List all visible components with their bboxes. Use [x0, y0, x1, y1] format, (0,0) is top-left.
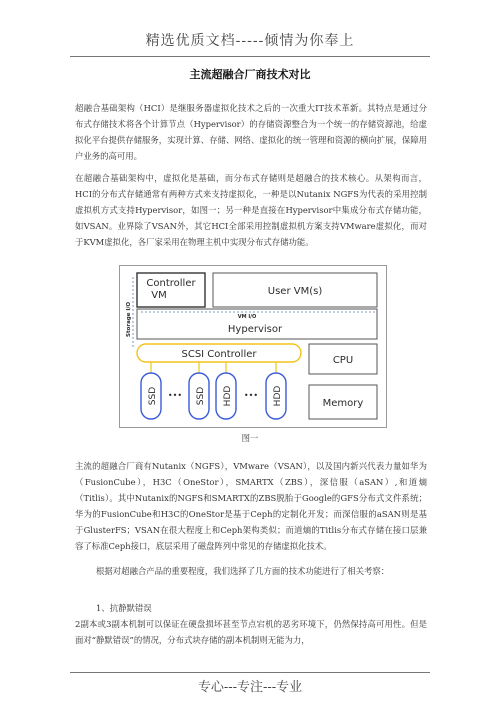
- disk-ssd-2: [189, 373, 209, 419]
- vm-io-label: VM I/O: [237, 314, 257, 320]
- page-footer: 专心---专注---专业: [197, 680, 303, 695]
- scsi-controller-label: SCSI Controller: [181, 349, 257, 360]
- paragraph-architecture: 在超融合基础架构中，虚拟化是基础，而分布式存储则是超融合的技术核心。从架构而言，HCI的分布式存储通常有两种方式来支持虚拟化，一种是以Nutanix NGFS为代表的采用控制虚拟机方式支持Hypervisor，如图一；另一种是直接在Hypervisor中集成分布式存储功能，如VSAN。业界除了VSAN外，其它HCI全部采用控制虚拟机方案支持VMware虚拟化，而对于KVM虚拟化，各厂家采用在物理主机中实现分布式存储功能。: [75, 173, 427, 247]
- disk-ssd-1: [141, 373, 161, 419]
- page-header: 精选优质文档-----倾情为你奉上: [145, 33, 355, 49]
- disk-hdd-1: [216, 373, 236, 419]
- paragraph-criteria: 根据对超融合产品的重要程度，我们选择了几方面的技术功能进行了相关考察：: [96, 566, 390, 576]
- user-vms-label: User VM(s): [267, 286, 323, 297]
- figure-caption: 图一: [241, 433, 259, 443]
- disk-ssd-2-label: SSD: [196, 386, 206, 406]
- disk-ssd-1-label: SSD: [148, 386, 158, 406]
- memory-label: Memory: [322, 398, 364, 409]
- disk-hdd-1-label: HDD: [223, 385, 233, 407]
- storage-io-label: Storage I/O: [126, 301, 132, 337]
- hci-diagram: [119, 265, 387, 428]
- cpu-label: CPU: [332, 355, 354, 366]
- paragraph-silent-error: 2副本或3副本机制可以保证在硬盘损坏甚至节点宕机的恶劣环境下，仍然保持高可用性。但是面对“静默错误”的情况，分布式块存储的副本机制则无能为力，: [75, 619, 427, 645]
- hypervisor-label: Hypervisor: [227, 324, 283, 335]
- controller-vm-line1: Controller: [146, 278, 196, 289]
- header-divider: [70, 56, 430, 57]
- disk-ellipsis-1: •••: [167, 391, 183, 400]
- document-title: 主流超融合厂商技术对比: [189, 68, 311, 81]
- disk-ellipsis-2: •••: [243, 391, 259, 400]
- section-heading-silent-error: 1、抗静默错误: [96, 603, 152, 613]
- hci-architecture-figure: [119, 265, 387, 428]
- controller-vm-line2: VM: [151, 290, 167, 301]
- controller-vm-label: [146, 278, 196, 289]
- paragraph-intro: 超融合基础架构（HCI）是继服务器虚拟化技术之后的一次重大IT技术革新。其特点是通过分布式存储技术将各个计算节点（Hypervisor）的存储资源整合为一个统一的存储资源池，给虚拟化平台提供存储服务，实现计算、存储、网络、虚拟化的统一管理和资源的横向扩展，保障用户业务的高可用。: [75, 103, 427, 161]
- disk-hdd-2-label: HDD: [273, 385, 283, 407]
- paragraph-vendors: 主流的超融合厂商有Nutanix（NGFS），VMware（VSAN），以及国内新兴代表力量如华为（FusionCube），H3C（OneStor），SMARTX（ZBS），深信服（aSAN）,和道熵（Titlis）。其中Nutanix的NGFS和SMARTX的ZBS脱胎于Google的GFS分布式文件系统；华为的FusionCube和H3C的OneStor是基于Ceph的定制化开发；而深信服的aSAN则是基于GlusterFS；VSAN在很大程度上和Ceph架构类似；而道熵的Titlis分布式存储在接口层兼容了标准Ceph接口，底层采用了磁盘阵列中常见的存储虚拟化技术。: [75, 461, 427, 551]
- disk-hdd-2: [266, 373, 286, 419]
- footer-divider: [70, 672, 430, 673]
